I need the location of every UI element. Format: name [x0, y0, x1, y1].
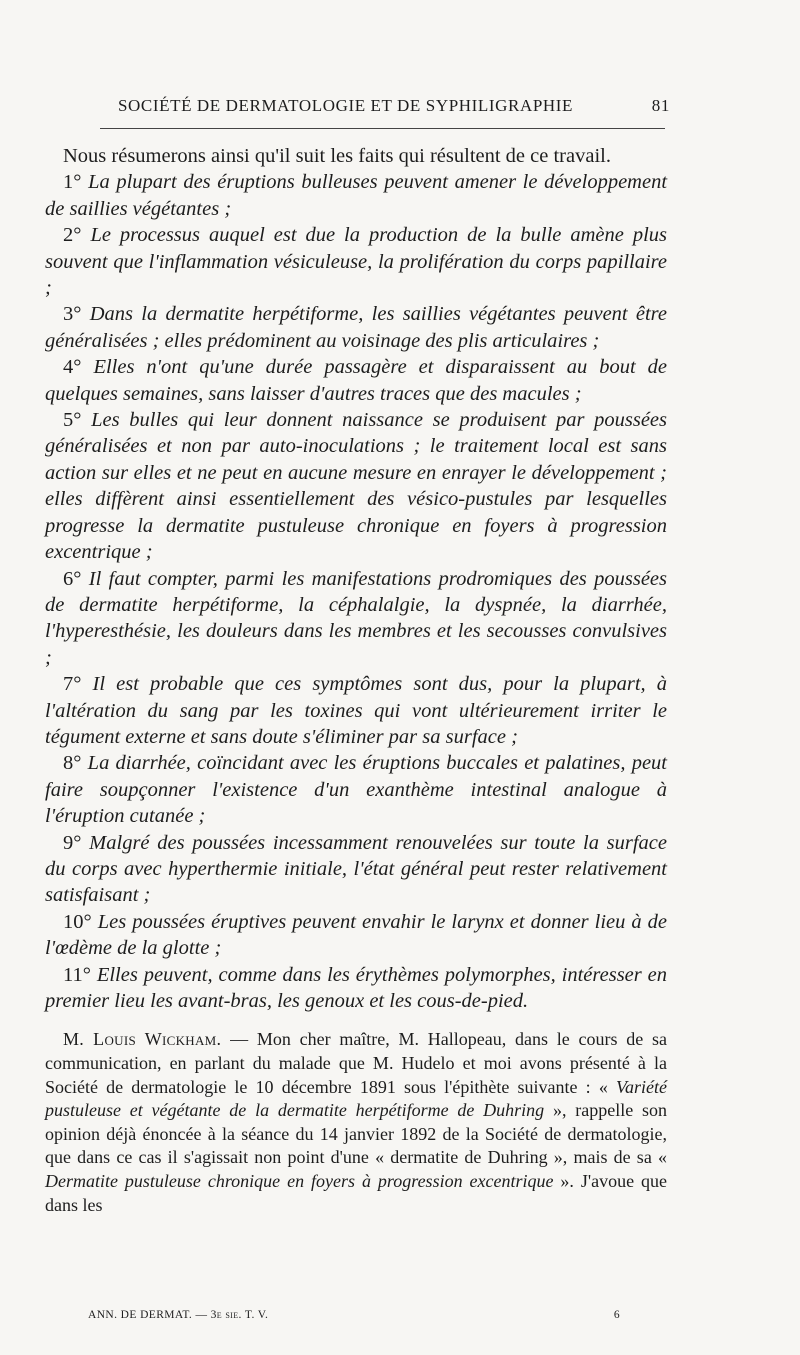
conclusion-item [45, 301, 667, 354]
comment-text-2: », rappelle son opinion déjà énoncée à la séance du 14 janvier 1892 de la Société de dermatologie, que dans ce cas il s'agissait non point d'une « dermatite de Duhring », mais de sa « [45, 1100, 668, 1168]
intro-paragraph: Nous résumerons ainsi qu'il suit les faits qui résultent de ce travail. [63, 145, 611, 167]
running-header [100, 96, 670, 122]
item-text: Il faut compter, parmi les manifestations prodromiques des poussées de dermatite herpétiforme, la céphalalgie, la dyspnée, la diarrhée, l'hyperesthésie, les douleurs dans les membres et les secousses convulsives ; [45, 567, 668, 669]
speaker-name: M. Louis Wickham. [63, 1029, 222, 1050]
conclusion-item [45, 750, 667, 829]
item-number: 5° [63, 409, 82, 432]
body-text [45, 143, 667, 1217]
sheet-number: 6 [613, 1309, 620, 1321]
item-number: 8° [63, 752, 82, 775]
item-number: 9° [63, 831, 82, 854]
item-number: 2° [63, 224, 82, 247]
page-footer [88, 1309, 620, 1325]
conclusion-item [45, 909, 667, 962]
conclusion-item [45, 354, 667, 407]
item-text: Il est probable que ces symptômes sont dus, pour la plupart, à l'altération du sang par les toxines qui vont ultérieurement irriter le tégument externe et sans doute s'éliminer par sa surface ; [45, 673, 668, 748]
conclusion-item [45, 566, 667, 672]
item-number: 6° [63, 567, 82, 590]
item-text: Dans la dermatite herpétiforme, les saillies végétantes peuvent être généralisées ; elles prédominent au voisinage des plis articulaires ; [45, 303, 667, 352]
conclusion-item [45, 962, 667, 1015]
comment-text-1: — Mon cher maître, M. Hallopeau, dans le cours de sa communication, en parlant du malade que M. Hudelo et moi avons présenté à la Société de dermatologie le 10 décembre 1891 sous l'épithète suivante : « [45, 1029, 667, 1097]
item-text: Les poussées éruptives peuvent envahir le larynx et donner lieu à de l'œdème de la glotte ; [45, 910, 668, 960]
header-rule [100, 128, 665, 129]
item-text: Les bulles qui leur donnent naissance se produisent par poussées généralisées et non par auto-inoculations ; le traitement local est sans action sur elles et ne peut en aucune mesure en enrayer le développement ; elles diffèrent ainsi essentiellement des vésico-pustules par lesquelles progresse la dermatite pustuleuse chronique en foyers à progression excentrique ; [45, 409, 668, 564]
item-number: 3° [63, 303, 82, 326]
item-number: 7° [63, 673, 82, 696]
signature-mark: ANN. DE DERMAT. — 3e sie. T. V. [88, 1309, 269, 1321]
item-text: Elles n'ont qu'une durée passagère et disparaissent au bout de quelques semaines, sans laisser d'autres traces que des macules ; [45, 356, 667, 405]
item-number: 4° [63, 356, 82, 379]
item-text: La plupart des éruptions bulleuses peuvent amener le développement de saillies végétantes ; [45, 171, 668, 220]
wickham-comment [45, 1028, 667, 1217]
comment-text-3: ». J'avoue que dans les [45, 1170, 667, 1215]
conclusion-item [45, 222, 667, 301]
item-number: 11° [63, 963, 91, 986]
item-text: La diarrhée, coïncidant avec les éruptions buccales et palatines, peut faire soupçonner l'existence d'un exanthème intestinal analogue à l'éruption cutanée ; [45, 752, 667, 828]
item-text: Le processus auquel est due la production de la bulle amène plus souvent que l'inflammation vésiculeuse, la prolifération du corps papillaire ; [45, 224, 667, 300]
item-text: Elles peuvent, comme dans les érythèmes polymorphes, intéresser en premier lieu les avant-bras, les genoux et les cous-de-pied. [45, 963, 668, 1012]
page-number: 81 [651, 96, 670, 115]
header-title: SOCIÉTÉ DE DERMATOLOGIE ET DE SYPHILIGRAPHIE [118, 96, 574, 115]
conclusion-item [45, 671, 667, 750]
quoted-title-1: Variété pustuleuse et végétante de la dermatite herpétiforme de Duhring [45, 1076, 667, 1121]
quoted-title-2: Dermatite pustuleuse chronique en foyers à progression excentrique [45, 1170, 554, 1191]
item-number: 1° [63, 171, 82, 194]
conclusions-list [45, 169, 667, 1014]
conclusion-item [45, 407, 667, 565]
conclusion-item [45, 830, 667, 909]
item-text: Malgré des poussées incessamment renouvelées sur toute la surface du corps avec hyperthermie initiale, l'état général peut rester relativement satisfaisant ; [45, 831, 668, 907]
item-number: 10° [63, 910, 92, 933]
conclusion-item [45, 169, 667, 222]
